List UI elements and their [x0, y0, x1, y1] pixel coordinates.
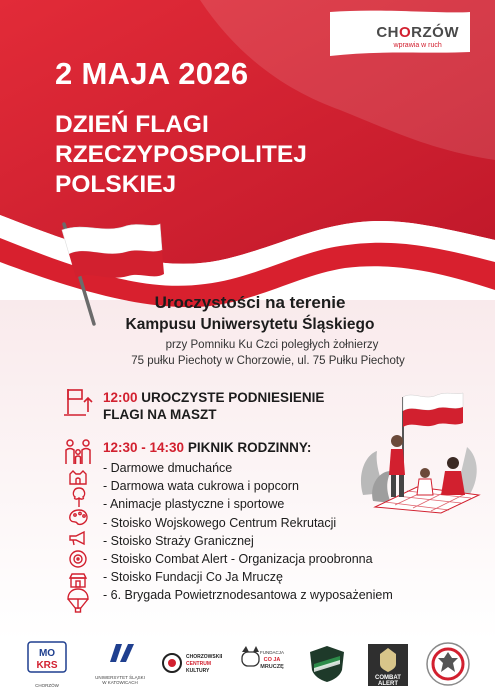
sponsor-combat-alert-logo [366, 636, 410, 700]
event-title-line: DZIEŃ FLAGI [55, 111, 209, 138]
sponsor-airborne-brigade-logo [424, 636, 472, 700]
list-item: - Stoisko Combat Alert - Organizacja proobronna [103, 551, 373, 566]
event-title-line: POLSKIEJ [55, 171, 177, 198]
schedule-label: FLAGI NA MASZT [103, 407, 217, 422]
list-item: - Darmowa wata cukrowa i popcorn [103, 479, 299, 494]
list-item: - Animacje plastyczne i sportowe [103, 497, 285, 512]
sponsor-mokrs-logo [22, 636, 72, 700]
schedule-item-flag-raising [103, 389, 324, 423]
cat-icon [232, 644, 288, 678]
cultural-centre-icon [160, 650, 222, 676]
location-heading: Uroczystości na terenie [154, 293, 346, 312]
schedule-label: UROCZYSTE PODNIESIENIE [141, 390, 325, 405]
sponsor-cultural-centre-logo [160, 636, 222, 700]
sponsor-name: UNIWERSYTET ŚLĄSKI [95, 675, 145, 680]
stand-icon [68, 572, 88, 588]
megaphone-icon [67, 530, 89, 546]
logo-tagline: wprawia w ruch [393, 42, 442, 49]
eagle-badge-icon [424, 640, 472, 688]
flagpole-icon [62, 386, 96, 418]
sponsor-border-guard-logo [306, 636, 348, 700]
event-title [55, 110, 307, 200]
sponsor-name: W KATOWICACH [102, 680, 138, 685]
sponsor-name: CHORZÓW [35, 683, 59, 688]
svg-text:CHORZOWSKIE: CHORZOWSKIE [186, 654, 222, 660]
sponsor-university-logo [92, 636, 148, 700]
event-title-line: RZECZYPOSPOLITEJ [55, 141, 307, 168]
svg-text:CO JA: CO JA [263, 657, 281, 663]
bouncy-castle-icon [68, 466, 88, 486]
target-icon [68, 549, 88, 569]
location-detail: przy Pomniku Ku Czci poległych żołnierzy [165, 339, 379, 351]
shield-icon [306, 644, 348, 684]
svg-text:COMBAT: COMBAT [375, 675, 401, 681]
logo-wordmark: CHORZÓW [376, 24, 459, 41]
schedule-item-picnic [103, 439, 311, 456]
paint-palette-icon [68, 508, 90, 526]
event-date: 2 MAJA 2026 [55, 56, 249, 91]
attractions-list [103, 459, 393, 605]
list-item: - Darmowe dmuchańce [103, 461, 233, 475]
polish-flag-illustration [44, 212, 164, 332]
schedule-time: 12:30 - 14:30 [103, 440, 185, 455]
schedule-time: 12:00 [103, 390, 138, 405]
svg-text:MRUCZĘ: MRUCZĘ [260, 664, 284, 670]
svg-text:ALERT: ALERT [378, 681, 398, 687]
family-icon [62, 438, 96, 466]
svg-text:KRS: KRS [36, 660, 58, 671]
family-picnic-illustration [355, 375, 485, 515]
sponsors-strip [0, 636, 495, 700]
list-item: - Stoisko Straży Granicznej [103, 533, 254, 548]
location-address: 75 pułku Piechoty w Chorzowie, ul. 75 Pułku Piechoty [131, 355, 405, 367]
svg-text:KULTURY: KULTURY [186, 668, 210, 674]
combat-alert-icon [366, 642, 410, 688]
sponsor-foundation-logo [232, 636, 288, 700]
list-item: - Stoisko Wojskowego Centrum Rekrutacji [103, 515, 337, 530]
list-item: - Stoisko Fundacji Co Ja Mruczę [103, 570, 283, 585]
university-icon [92, 636, 148, 670]
parachute-icon [66, 588, 90, 614]
chorzow-logo [376, 24, 459, 49]
cotton-candy-icon [70, 486, 88, 508]
svg-text:MO: MO [38, 648, 56, 659]
schedule-label: PIKNIK RODZINNY: [187, 440, 312, 455]
mokrs-icon [22, 636, 72, 678]
svg-text:CENTRUM: CENTRUM [186, 661, 211, 667]
list-item: - 6. Brygada Powietrznodesantowa z wyposażeniem [103, 588, 393, 603]
svg-text:FUNDACJA: FUNDACJA [259, 650, 285, 655]
location-subheading: Kampusu Uniwersytetu Śląskiego [125, 316, 375, 333]
